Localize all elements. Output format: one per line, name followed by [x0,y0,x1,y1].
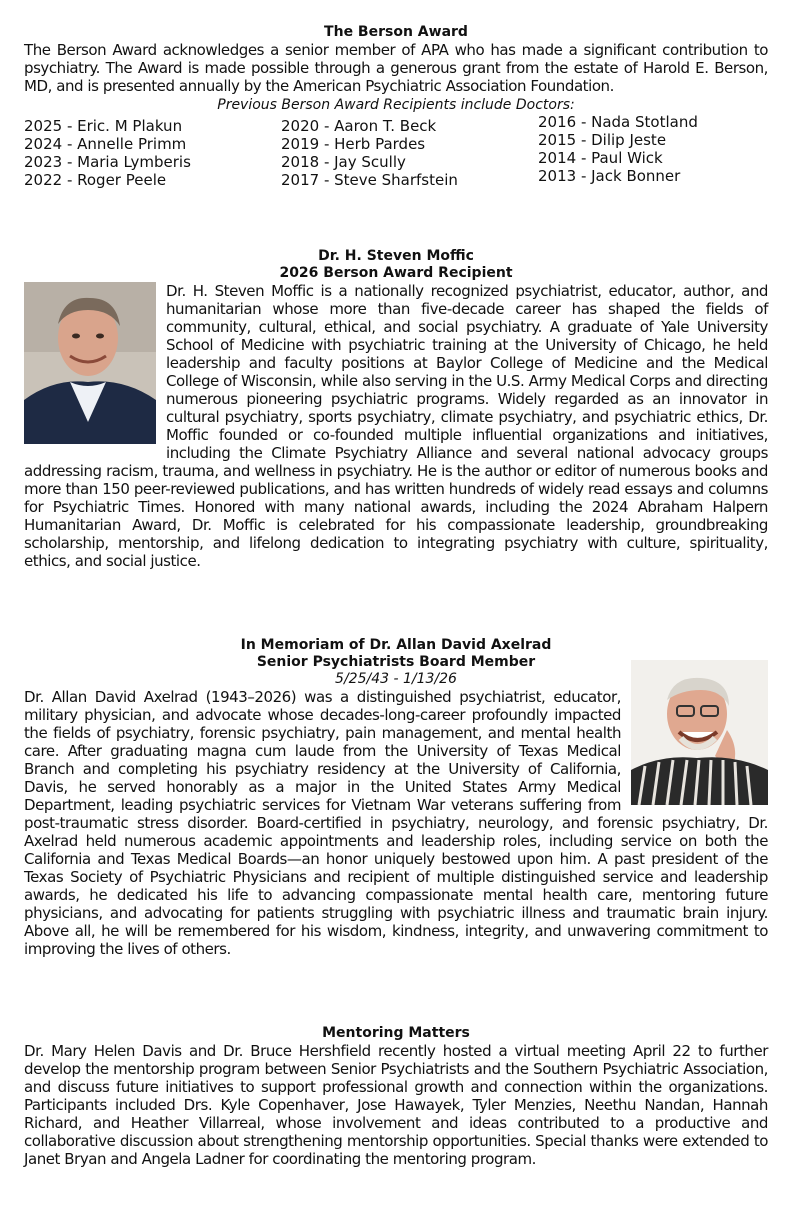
mentoring-title: Mentoring Matters [322,1025,470,1041]
recipient-entry: 2015 - Dilip Jeste [538,131,667,149]
moffic-photo [24,282,156,444]
recipient-entry: 2020 - Aaron T. Beck [281,117,437,135]
axelrad-photo [631,660,768,805]
recipient-entry: 2016 - Nada Stotland [538,113,698,131]
axelrad-dates: 5/25/43 - 1/13/26 [335,671,457,687]
berson-award-title: The Berson Award [324,24,468,40]
recipient-entry: 2014 - Paul Wick [538,149,663,167]
recipient-entry: 2019 - Herb Pardes [281,135,426,153]
mentoring-section [24,1025,768,1168]
recipient-entry: 2022 - Roger Peele [24,171,167,189]
recipients-column-2 [281,117,538,189]
recipients-heading: Previous Berson Award Recipients include Doctors: [217,97,575,113]
recipients-column-1 [24,117,281,189]
recipient-entry: 2013 - Jack Bonner [538,167,681,185]
recipients-list [24,113,768,189]
recipient-entry: 2025 - Eric. M Plakun [24,117,183,135]
moffic-title: Dr. H. Steven Moffic [318,248,474,264]
recipient-entry: 2023 - Maria Lymberis [24,153,191,171]
recipient-entry: 2024 - Annelle Primm [24,135,187,153]
moffic-section [24,248,768,570]
moffic-bio: Dr. H. Steven Moffic is a nationally recognized psychiatrist, educator, author, and humanitarian whose more than five-decade career has shaped the fields of community, cultural, ethical, and social psychiatry. A graduate of Yale University School of Medicine with psychiatric training at the University of Chicago, he held leadership and faculty positions at Baylor College of Medicine and the Medical College of Wisconsin, while also serving in the U.S. Army Medical Corps and directing numerous pioneering psychiatric programs. Widely regarded as an innovator in cultural psychiatry, sports psychiatry, climate psychiatry, and psychiatric ethics, Dr. Moffic founded or co-founded multiple influential organizations and initiatives, including the Climate Psychiatry Alliance and several national advocacy groups addressing racism, trauma, and wellness in psychiatry. He is the author or editor of numerous books and more than 150 peer-reviewed publications, and has written hundreds of widely read essays and columns for Psychiatric Times. Honored with many national awards, including the 2024 Abraham Halpern Humanitarian Award, Dr. Moffic is celebrated for his compassionate leadership, groundbreaking scholarship, mentorship, and lifelong dedication to integrating psychiatry with culture, spirituality, ethics, and social justice. [24,282,768,570]
axelrad-section [24,637,768,958]
berson-award-description: The Berson Award acknowledges a senior member of APA who has made a significant contribution to psychiatry. The Award is made possible through a generous grant from the estate of Harold E. Berson, MD, and is presented annually by the American Psychiatric Association Foundation. [24,41,768,95]
recipient-entry: 2017 - Steve Sharfstein [281,171,458,189]
axelrad-bio: Dr. Allan David Axelrad (1943–2026) was a distinguished psychiatrist, educator, military physician, and advocate whose decades-long-career profoundly impacted the fields of psychiatry, forensic psychiatry, pain management, and mental health care. After graduating magna cum laude from the University of Texas Medical Branch and completing his psychiatry residency at the University of California, Davis, he served honorably as a major in the United States Army Medical Department, leading psychiatric services for Vietnam War veterans suffering from post-traumatic stress disorder. Board-certified in psychiatry, neurology, and forensic psychiatry, Dr. Axelrad held numerous academic appointments and leadership roles, including service on both the California and Texas Medical Boards—an honor uniquely bestowed upon him. A past president of the Texas Society of Psychiatric Physicians and recipient of multiple distinguished service and leadership awards, he dedicated his life to advancing compassionate mental health care, mentoring future physicians, and advocating for patients struggling with psychiatric illness and traumatic brain injury. Above all, he will be remembered for his wisdom, kindness, integrity, and unwavering commitment to improving the lives of others. [24,688,768,958]
moffic-subtitle: 2026 Berson Award Recipient [279,265,513,281]
recipients-column-3 [538,113,768,189]
axelrad-title: In Memoriam of Dr. Allan David Axelrad [240,637,552,653]
axelrad-subtitle: Senior Psychiatrists Board Member [256,654,536,670]
mentoring-body: Dr. Mary Helen Davis and Dr. Bruce Hershfield recently hosted a virtual meeting April 22 to further develop the mentorship program between Senior Psychiatrists and the Southern Psychiatric Association, and discuss future initiatives to support professional growth and connection within the organizations. Participants included Drs. Kyle Copenhaver, Jose Hawayek, Tyler Menzies, Neethu Nandan, Hannah Richard, and Heather Villarreal, whose involvement and ideas contributed to a productive and collaborative discussion about strengthening mentorship opportunities. Special thanks were extended to Janet Bryan and Angela Ladner for coordinating the mentoring program. [24,1042,768,1168]
recipient-entry: 2018 - Jay Scully [281,153,406,171]
berson-award-section [24,24,768,189]
